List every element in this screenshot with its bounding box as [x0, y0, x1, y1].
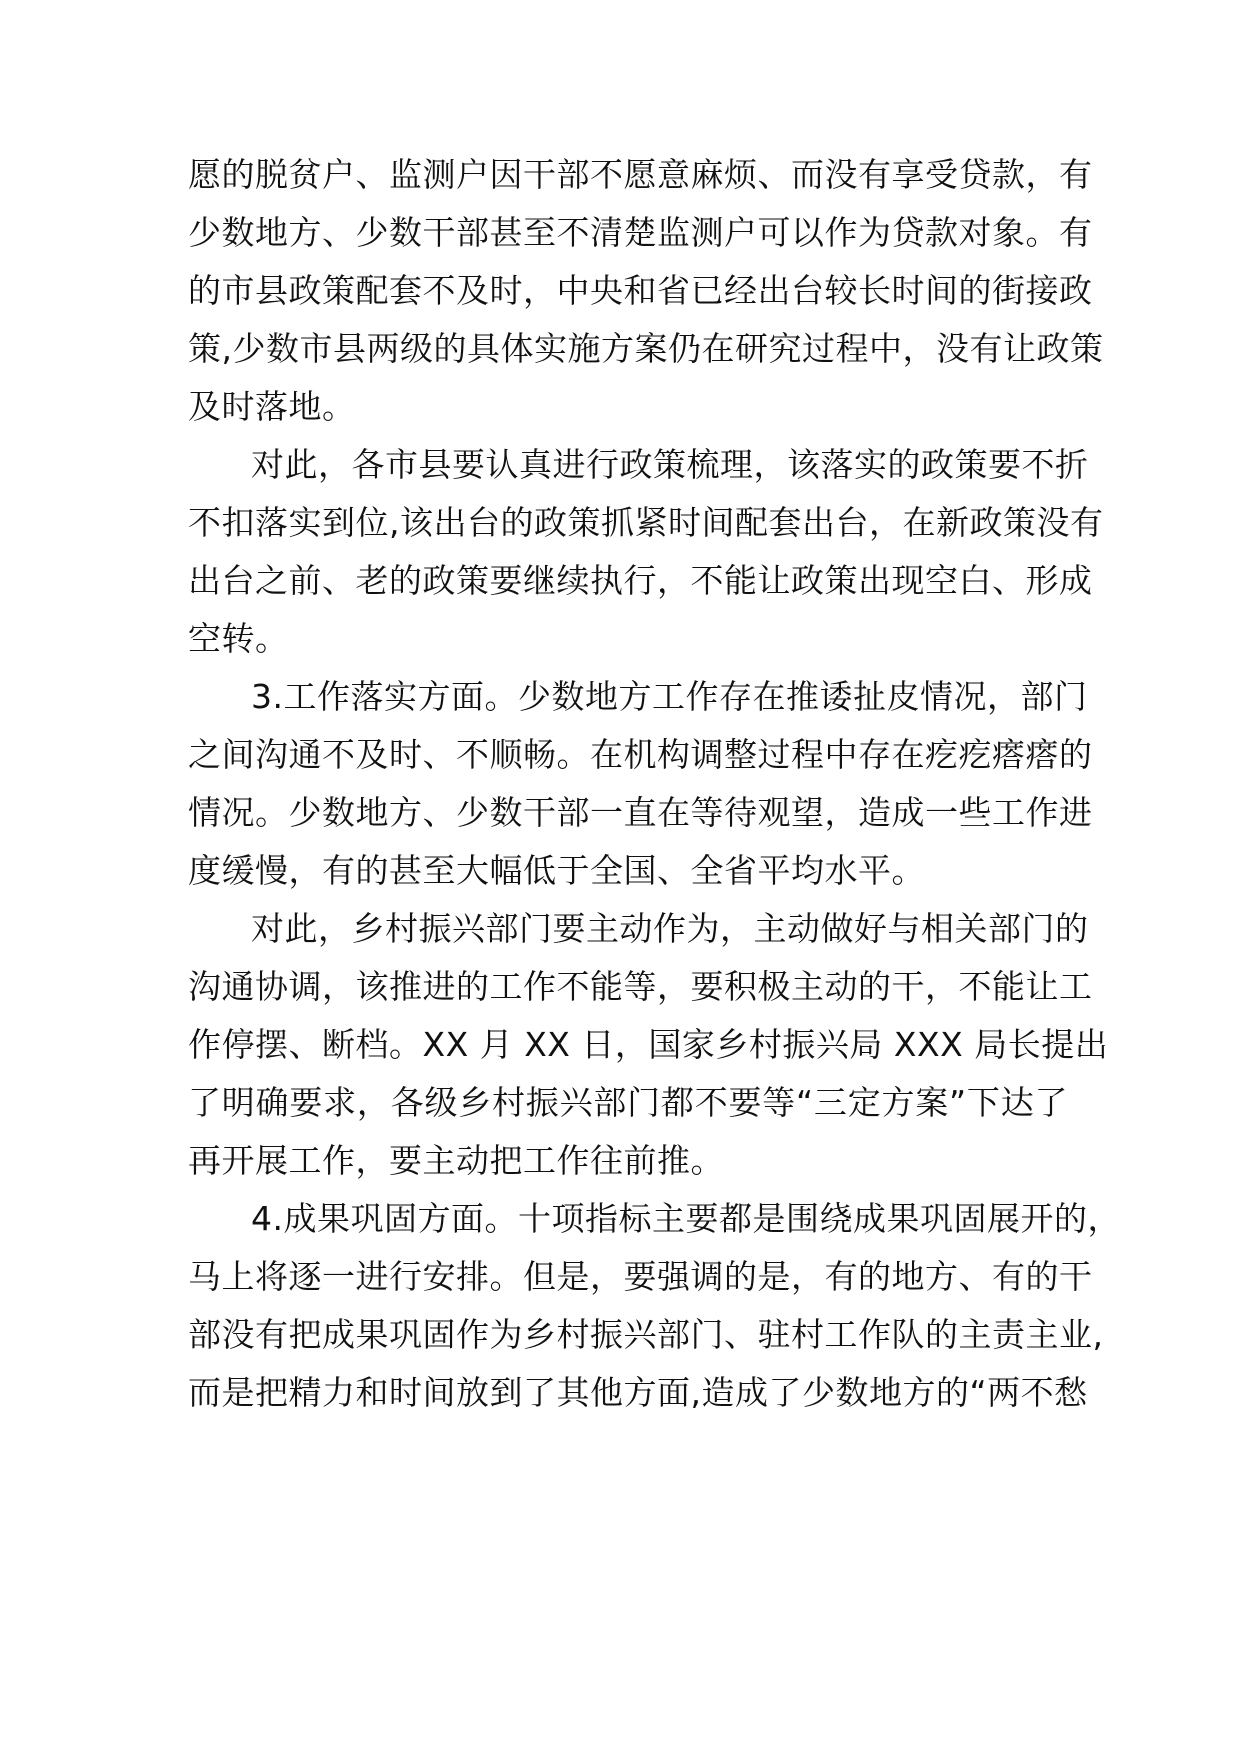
- text-line: 空转。: [188, 619, 289, 658]
- text-line: 沟通协调，该推进的工作不能等，要积极主动的干，不能让工: [188, 967, 1093, 1006]
- text-line: 马上将逐一进行安排。但是，要强调的是，有的地方、有的干: [188, 1257, 1093, 1296]
- text-line: 不扣落实到位,该出台的政策抓紧时间配套出台，在新政策没有: [188, 503, 1104, 542]
- text-line: 的市县政策配套不及时，中央和省已经出台较长时间的街接政: [188, 271, 1093, 310]
- text-line: 作停摆、断档。XX 月 XX 日，国家乡村振兴局 XXX 局长提出: [188, 1025, 1109, 1064]
- text-line: 再开展工作，要主动把工作往前推。: [188, 1141, 724, 1180]
- text-line: 而是把精力和时间放到了其他方面,造成了少数地方的“两不愁: [188, 1373, 1088, 1412]
- text-line: 愿的脱贫户、监测户因干部不愿意麻烦、而没有享受贷款，有: [188, 155, 1093, 194]
- paragraph-first-line: 3.工作落实方面。少数地方工作存在推诿扯皮情况，部门: [251, 677, 1088, 716]
- text-line: 了明确要求，各级乡村振兴部门都不要等“三定方案”下达了: [188, 1083, 1068, 1122]
- text-line: 情况。少数地方、少数干部一直在等待观望，造成一些工作进: [188, 793, 1093, 832]
- text-line: 部没有把成果巩固作为乡村振兴部门、驻村工作队的主责主业,: [188, 1315, 1104, 1354]
- text-line: 出台之前、老的政策要继续执行，不能让政策出现空白、形成: [188, 561, 1093, 600]
- text-line: 之间沟通不及时、不顺畅。在机构调整过程中存在疙疙瘩瘩的: [188, 735, 1093, 774]
- text-line: 策,少数市县两级的具体实施方案仍在研究过程中，没有让政策: [188, 329, 1104, 368]
- paragraph-first-line: 对此，各市县要认真进行政策梳理，该落实的政策要不折: [251, 445, 1089, 484]
- paragraph-first-line: 4.成果巩固方面。十项指标主要都是围绕成果巩固展开的，: [251, 1199, 1121, 1238]
- text-line: 及时落地。: [188, 387, 356, 426]
- text-line: 少数地方、少数干部甚至不清楚监测户可以作为贷款对象。有: [188, 213, 1093, 252]
- text-line: 度缓慢，有的甚至大幅低于全国、全省平均水平。: [188, 851, 925, 890]
- paragraph-first-line: 对此，乡村振兴部门要主动作为，主动做好与相关部门的: [251, 909, 1089, 948]
